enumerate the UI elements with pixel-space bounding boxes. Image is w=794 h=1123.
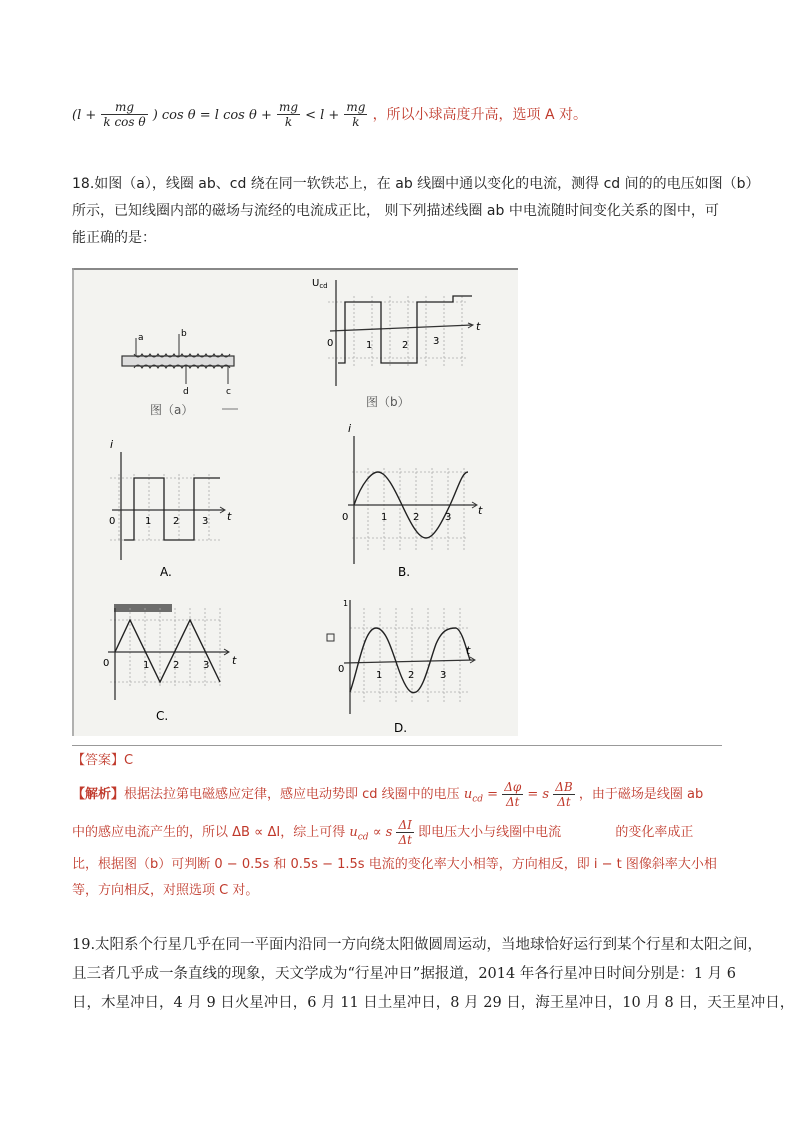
option-a-label: A.	[160, 565, 172, 579]
ucd-label: $U_{cd}$	[312, 278, 328, 290]
opt-a-tick-3: 3	[202, 516, 209, 527]
formula-line	[72, 100, 587, 140]
opt-b-origin: 0	[342, 512, 349, 523]
analysis-text-2c: 的变化率成正	[615, 825, 694, 840]
figure-svg	[72, 268, 518, 736]
analysis-text-1b: ，由于磁场是线圈 ab	[578, 787, 704, 802]
coil-label-b: b	[181, 329, 187, 339]
option-d-chart	[327, 599, 475, 735]
opt-a-origin: 0	[109, 516, 116, 527]
q19-line-3: 日，木星冲日，4 月 9 日火星冲日，6 月 11 日土星冲日，8 月 29 日，海王星冲日，10 月 8 日，天王星冲日，	[72, 995, 794, 1011]
coil-label-c: c	[226, 387, 231, 397]
analysis-text-2b: 即电压大小与线圈中电流	[418, 825, 562, 840]
figure-scan	[72, 268, 518, 736]
eq1-lhs: $u_{cd}$ =	[463, 787, 499, 805]
formula-fraction-2: $\frac{mg}{k}$	[278, 100, 298, 129]
fig-b-t-label: t	[476, 320, 481, 333]
option-b-label: B.	[398, 565, 411, 579]
question-19	[72, 931, 794, 1018]
opt-d-top-label: 1	[343, 599, 349, 608]
formula-middle: ) cos θ = l cos θ +	[152, 108, 272, 123]
analysis-line-2	[72, 814, 732, 852]
opt-d-tick-3: 3	[440, 670, 447, 681]
option-b-chart	[342, 422, 483, 579]
analysis-line-4: 等，方向相反，对照选项 C 对。	[72, 883, 259, 898]
answer-value: C	[124, 753, 134, 768]
opt-a-t-label: t	[227, 510, 232, 523]
fig-b-tick-1: 1	[366, 340, 373, 351]
figure-a-coil	[122, 329, 238, 417]
caption-b: 图（b）	[366, 395, 410, 409]
analysis-block	[72, 776, 732, 904]
opt-c-t-label: t	[232, 654, 237, 667]
fig-b-origin: 0	[327, 338, 334, 349]
opt-d-t-label: t	[466, 644, 471, 657]
analysis-text-2a: 中的感应电流产生的，所以 ΔB ∝ ΔI，综上可得	[72, 825, 346, 840]
opt-d-origin: 0	[338, 664, 345, 675]
q18-line-1: 18.如图（a），线圈 ab、cd 绕在同一软铁芯上，在 ab 线圈中通以变化的电流，测得 cd 间的的电压如图（b）	[72, 176, 760, 192]
eq1-mid: = s	[527, 787, 550, 802]
answer-line	[72, 752, 133, 770]
eq2-mid: ∝ s	[372, 825, 393, 840]
opt-c-origin: 0	[103, 658, 110, 669]
fig-b-tick-3: 3	[433, 336, 440, 347]
eq1-fraction-1: $\frac{\Delta\varphi}{\Delta t}$	[504, 780, 522, 809]
q19-line-1: 19.太阳系个行星几乎在同一平面内沿同一方向绕太阳做圆周运动，当地球恰好运行到某个行星和太阳之间，	[72, 937, 763, 953]
opt-c-tick-3: 3	[203, 660, 210, 671]
opt-b-tick-2: 2	[413, 512, 420, 523]
coil-label-a: a	[138, 333, 144, 343]
opt-d-tick-2: 2	[408, 670, 415, 681]
q18-line-3: 能正确的是：	[72, 230, 156, 246]
coil-label-d: d	[183, 387, 189, 397]
eq1-fraction-2: $\frac{\Delta B}{\Delta t}$	[555, 780, 573, 809]
formula-conclusion: ，所以小球高度升高，选项 A 对。	[372, 107, 588, 123]
question-18	[72, 171, 760, 252]
option-c-chart	[103, 604, 237, 723]
formula-open: (l +	[72, 108, 97, 123]
caption-a: 图（a）	[150, 403, 194, 417]
analysis-line-3: 比，根据图（b）可判断 0 − 0.5s 和 0.5s − 1.5s 电流的变化率大小相等，方向相反，即 i − t 图像斜率大小相	[72, 857, 717, 872]
formula-fraction-3: $\frac{mg}{k}$	[346, 100, 366, 129]
q19-line-2: 且三者几乎成一条直线的现象，天文学成为“行星冲日”据报道，2014 年各行星冲日时间分别是：1 月 6	[72, 966, 737, 982]
q18-line-2: 所示，已知线圈内部的磁场与流经的电流成正比， 则下列描述线圈 ab 中电流随时间变化关系的图中，可	[72, 203, 719, 219]
opt-b-tick-3: 3	[445, 512, 452, 523]
opt-c-tick-2: 2	[173, 660, 180, 671]
formula-less-than: < l +	[305, 108, 340, 123]
eq2-fraction: $\frac{\Delta I}{\Delta t}$	[398, 818, 412, 847]
option-a-chart	[109, 438, 232, 579]
option-d-label: D.	[394, 721, 408, 735]
opt-b-t-label: t	[478, 504, 483, 517]
analysis-label: 【解析】	[72, 787, 125, 802]
opt-d-tick-1: 1	[376, 670, 383, 681]
opt-c-tick-1: 1	[143, 660, 150, 671]
opt-a-i-label: i	[110, 438, 114, 451]
answer-separator	[72, 745, 722, 746]
eq2-lhs: $u_{cd}$	[349, 825, 369, 843]
answer-label: 【答案】	[72, 753, 125, 768]
analysis-line-1	[72, 776, 732, 814]
opt-b-tick-1: 1	[381, 512, 388, 523]
opt-a-tick-2: 2	[173, 516, 180, 527]
opt-a-tick-1: 1	[145, 516, 152, 527]
analysis-text-1a: 根据法拉第电磁感应定律，感应电动势即 cd 线圈中的电压	[124, 787, 460, 802]
option-c-label: C.	[156, 709, 169, 723]
formula-fraction-1: $\frac{mg}{\text{k cos θ}}$	[103, 100, 146, 129]
figure-b-chart	[312, 278, 481, 409]
fig-b-tick-2: 2	[402, 340, 409, 351]
opt-b-i-label: i	[348, 422, 352, 435]
